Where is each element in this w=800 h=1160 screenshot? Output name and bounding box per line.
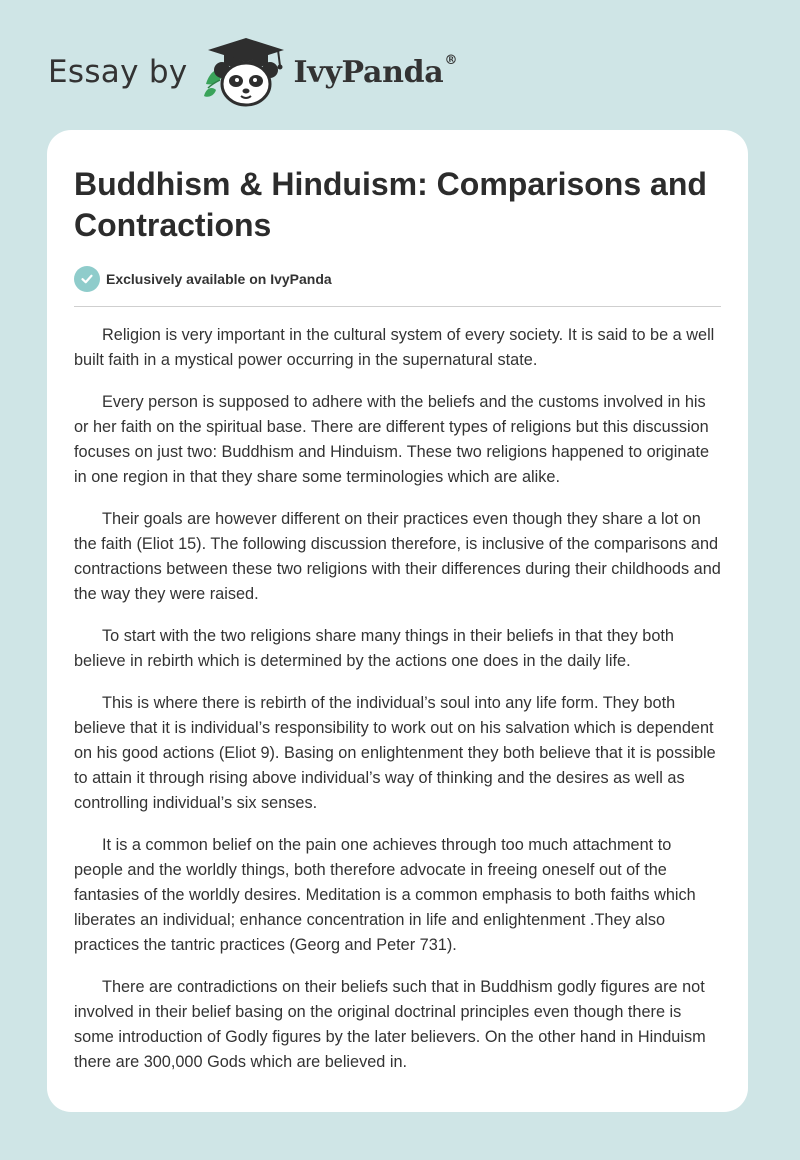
essay-card <box>47 130 748 1112</box>
paragraph: There are contradictions on their beliefs such that in Buddhism godly figures are not involved in their belief basing on the original doctrinal principles even though there is some introduction of Godly figures by the later believers. On the other hand in Hinduism there are 300,000 Gods which are believed in. <box>74 978 706 1071</box>
brand-prefix: Essay by <box>48 54 188 90</box>
brand-name <box>293 52 458 90</box>
brand-name-text: IvyPanda <box>293 54 444 90</box>
paragraph: This is where there is rebirth of the individual’s soul into any life form. They both believe that it is individual’s responsibility to work out on his salvation which is dependent on his good actions (Eliot 9). Basing on enlightenment they both believe that it is possible to attain it through rising above individual’s way of thinking and the desires as well as controlling individual’s six senses. <box>74 694 716 812</box>
paragraph: It is a common belief on the pain one achieves through too much attachment to people and the worldly things, both therefore advocate in freeing oneself out of the fantasies of the worldly desires. Meditation is a common emphasis to both faiths which liberates an individual; enhance concentration in life and enlightenment .They also practices the tantric practices (Georg and Peter 731). <box>74 836 696 954</box>
panda-graduate-icon <box>202 36 290 108</box>
exclusive-label: Exclusively available on IvyPanda <box>106 271 332 287</box>
registered-mark: ® <box>444 52 458 68</box>
essay-title: Buddhism & Hinduism: Comparisons and Contractions <box>74 166 707 243</box>
check-icon <box>74 266 100 292</box>
paragraph: To start with the two religions share many things in their beliefs in that they both believe in rebirth which is determined by the actions one does in the daily life. <box>74 627 674 670</box>
essay-body <box>74 323 721 1075</box>
paragraph: Religion is very important in the cultural system of every society. It is said to be a well built faith in a mystical power occurring in the supernatural state. <box>74 326 715 369</box>
paragraph: Every person is supposed to adhere with the beliefs and the customs involved in his or her faith on the spiritual base. There are different types of religions but this discussion focuses on just two: Buddhism and Hinduism. These two religions happened to originate in one region in that they share some terminologies which are alike. <box>74 393 710 486</box>
exclusive-badge <box>74 266 721 292</box>
brand-header <box>48 36 457 108</box>
divider <box>74 306 721 307</box>
paragraph: Their goals are however different on their practices even though they share a lot on the faith (Eliot 15). The following discussion therefore, is inclusive of the comparisons and contractions between these two religions with their differences during their childhoods and the way they were raised. <box>74 510 721 603</box>
